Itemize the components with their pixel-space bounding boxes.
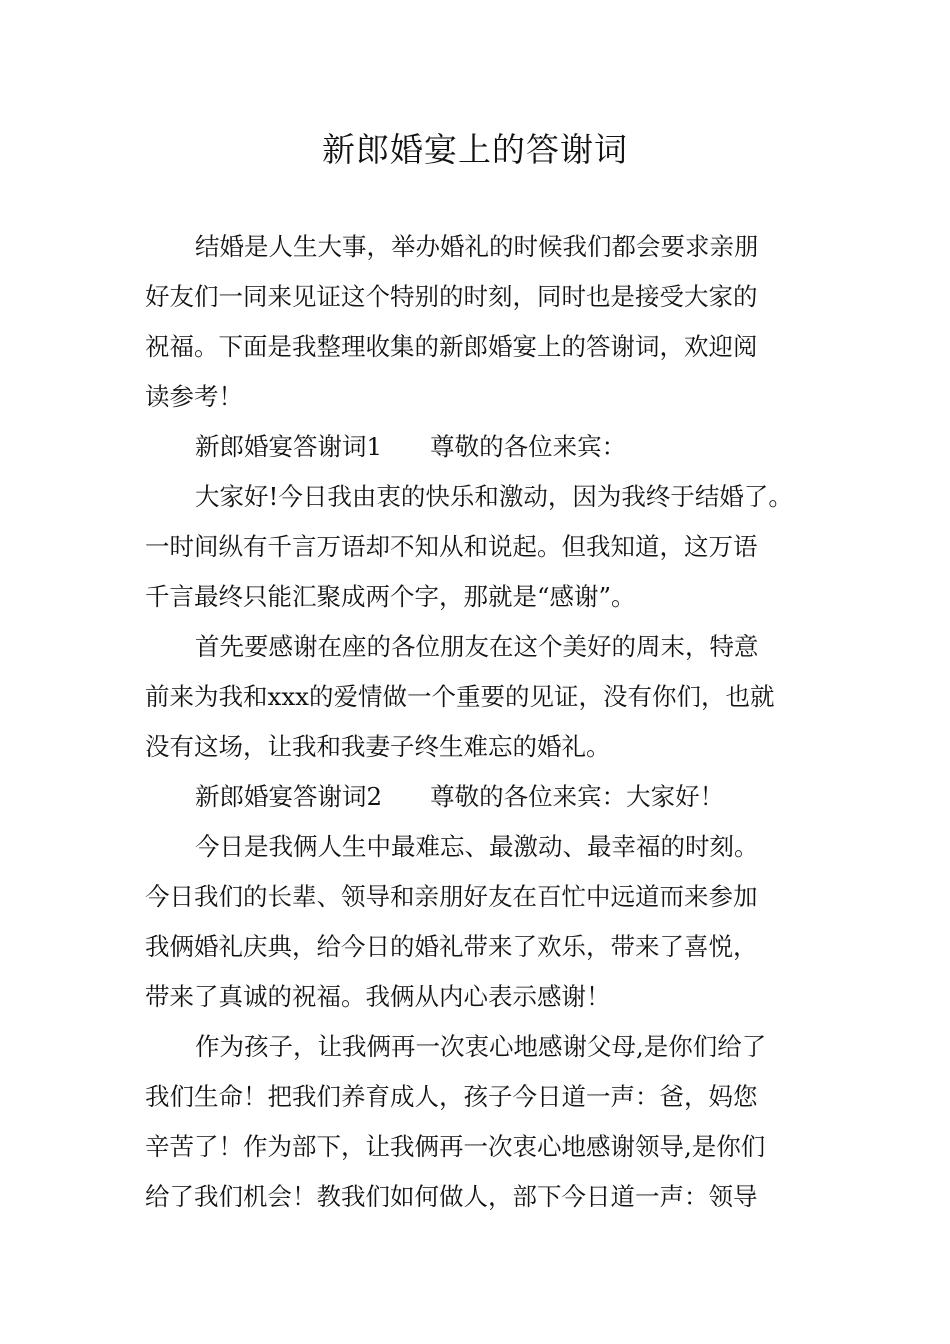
section-heading-line [145, 422, 813, 472]
paragraph-line: 千言最终只能汇聚成两个字，那就是“感谢”。 [145, 582, 636, 611]
paragraph-line: 带来了真诚的祝福。我俩从内心表示感谢！ [145, 982, 611, 1011]
paragraph-line: 好友们一同来见证这个特别的时刻，同时也是接受大家的 [145, 282, 758, 311]
section-heading: 新郎婚宴答谢词1 [195, 432, 383, 461]
paragraph-line: 大家好!今日我由衷的快乐和激动，因为我终于结婚了。 [195, 482, 793, 511]
paragraph-line: 作为孩子，让我俩再一次衷心地感谢父母,是你们给了 [195, 1032, 767, 1061]
paragraph-line: 没有这场，让我和我妻子终生难忘的婚礼。 [145, 732, 611, 761]
paragraph-line: 给了我们机会！教我们如何做人，部下今日道一声：领导 [145, 1182, 758, 1211]
salutation: 尊敬的各位来宾：大家好！ [430, 782, 725, 811]
paragraph-line: 今日我们的长辈、领导和亲朋好友在百忙中远道而来参加 [145, 882, 758, 911]
section-heading: 新郎婚宴答谢词2 [195, 782, 383, 811]
paragraph-line: 一时间纵有千言万语却不知从和说起。但我知道，这万语 [145, 532, 758, 561]
paragraph-line: 读参考！ [145, 382, 243, 411]
paragraph-line: 今日是我俩人生中最难忘、最激动、最幸福的时刻。 [195, 832, 759, 861]
salutation: 尊敬的各位来宾： [430, 432, 627, 461]
document-title: 新郎婚宴上的答谢词 [322, 130, 628, 169]
paragraph-line: 祝福。下面是我整理收集的新郎婚宴上的答谢词，欢迎阅 [145, 332, 758, 361]
paragraph-line: 辛苦了！作为部下，让我俩再一次衷心地感谢领导,是你们 [145, 1132, 766, 1161]
paragraph-line: 我们生命！把我们养育成人，孩子今日道一声：爸，妈您 [145, 1082, 758, 1111]
paragraph-line: 我俩婚礼庆典，给今日的婚礼带来了欢乐，带来了喜悦， [145, 932, 758, 961]
document-body [145, 222, 813, 1222]
paragraph-line: 前来为我和xxx的爱情做一个重要的见证，没有你们，也就 [145, 682, 775, 711]
paragraph-line: 首先要感谢在座的各位朋友在这个美好的周末，特意 [195, 632, 759, 661]
paragraph-line: 结婚是人生大事，举办婚礼的时候我们都会要求亲朋 [195, 232, 759, 261]
section-heading-line [145, 772, 813, 822]
